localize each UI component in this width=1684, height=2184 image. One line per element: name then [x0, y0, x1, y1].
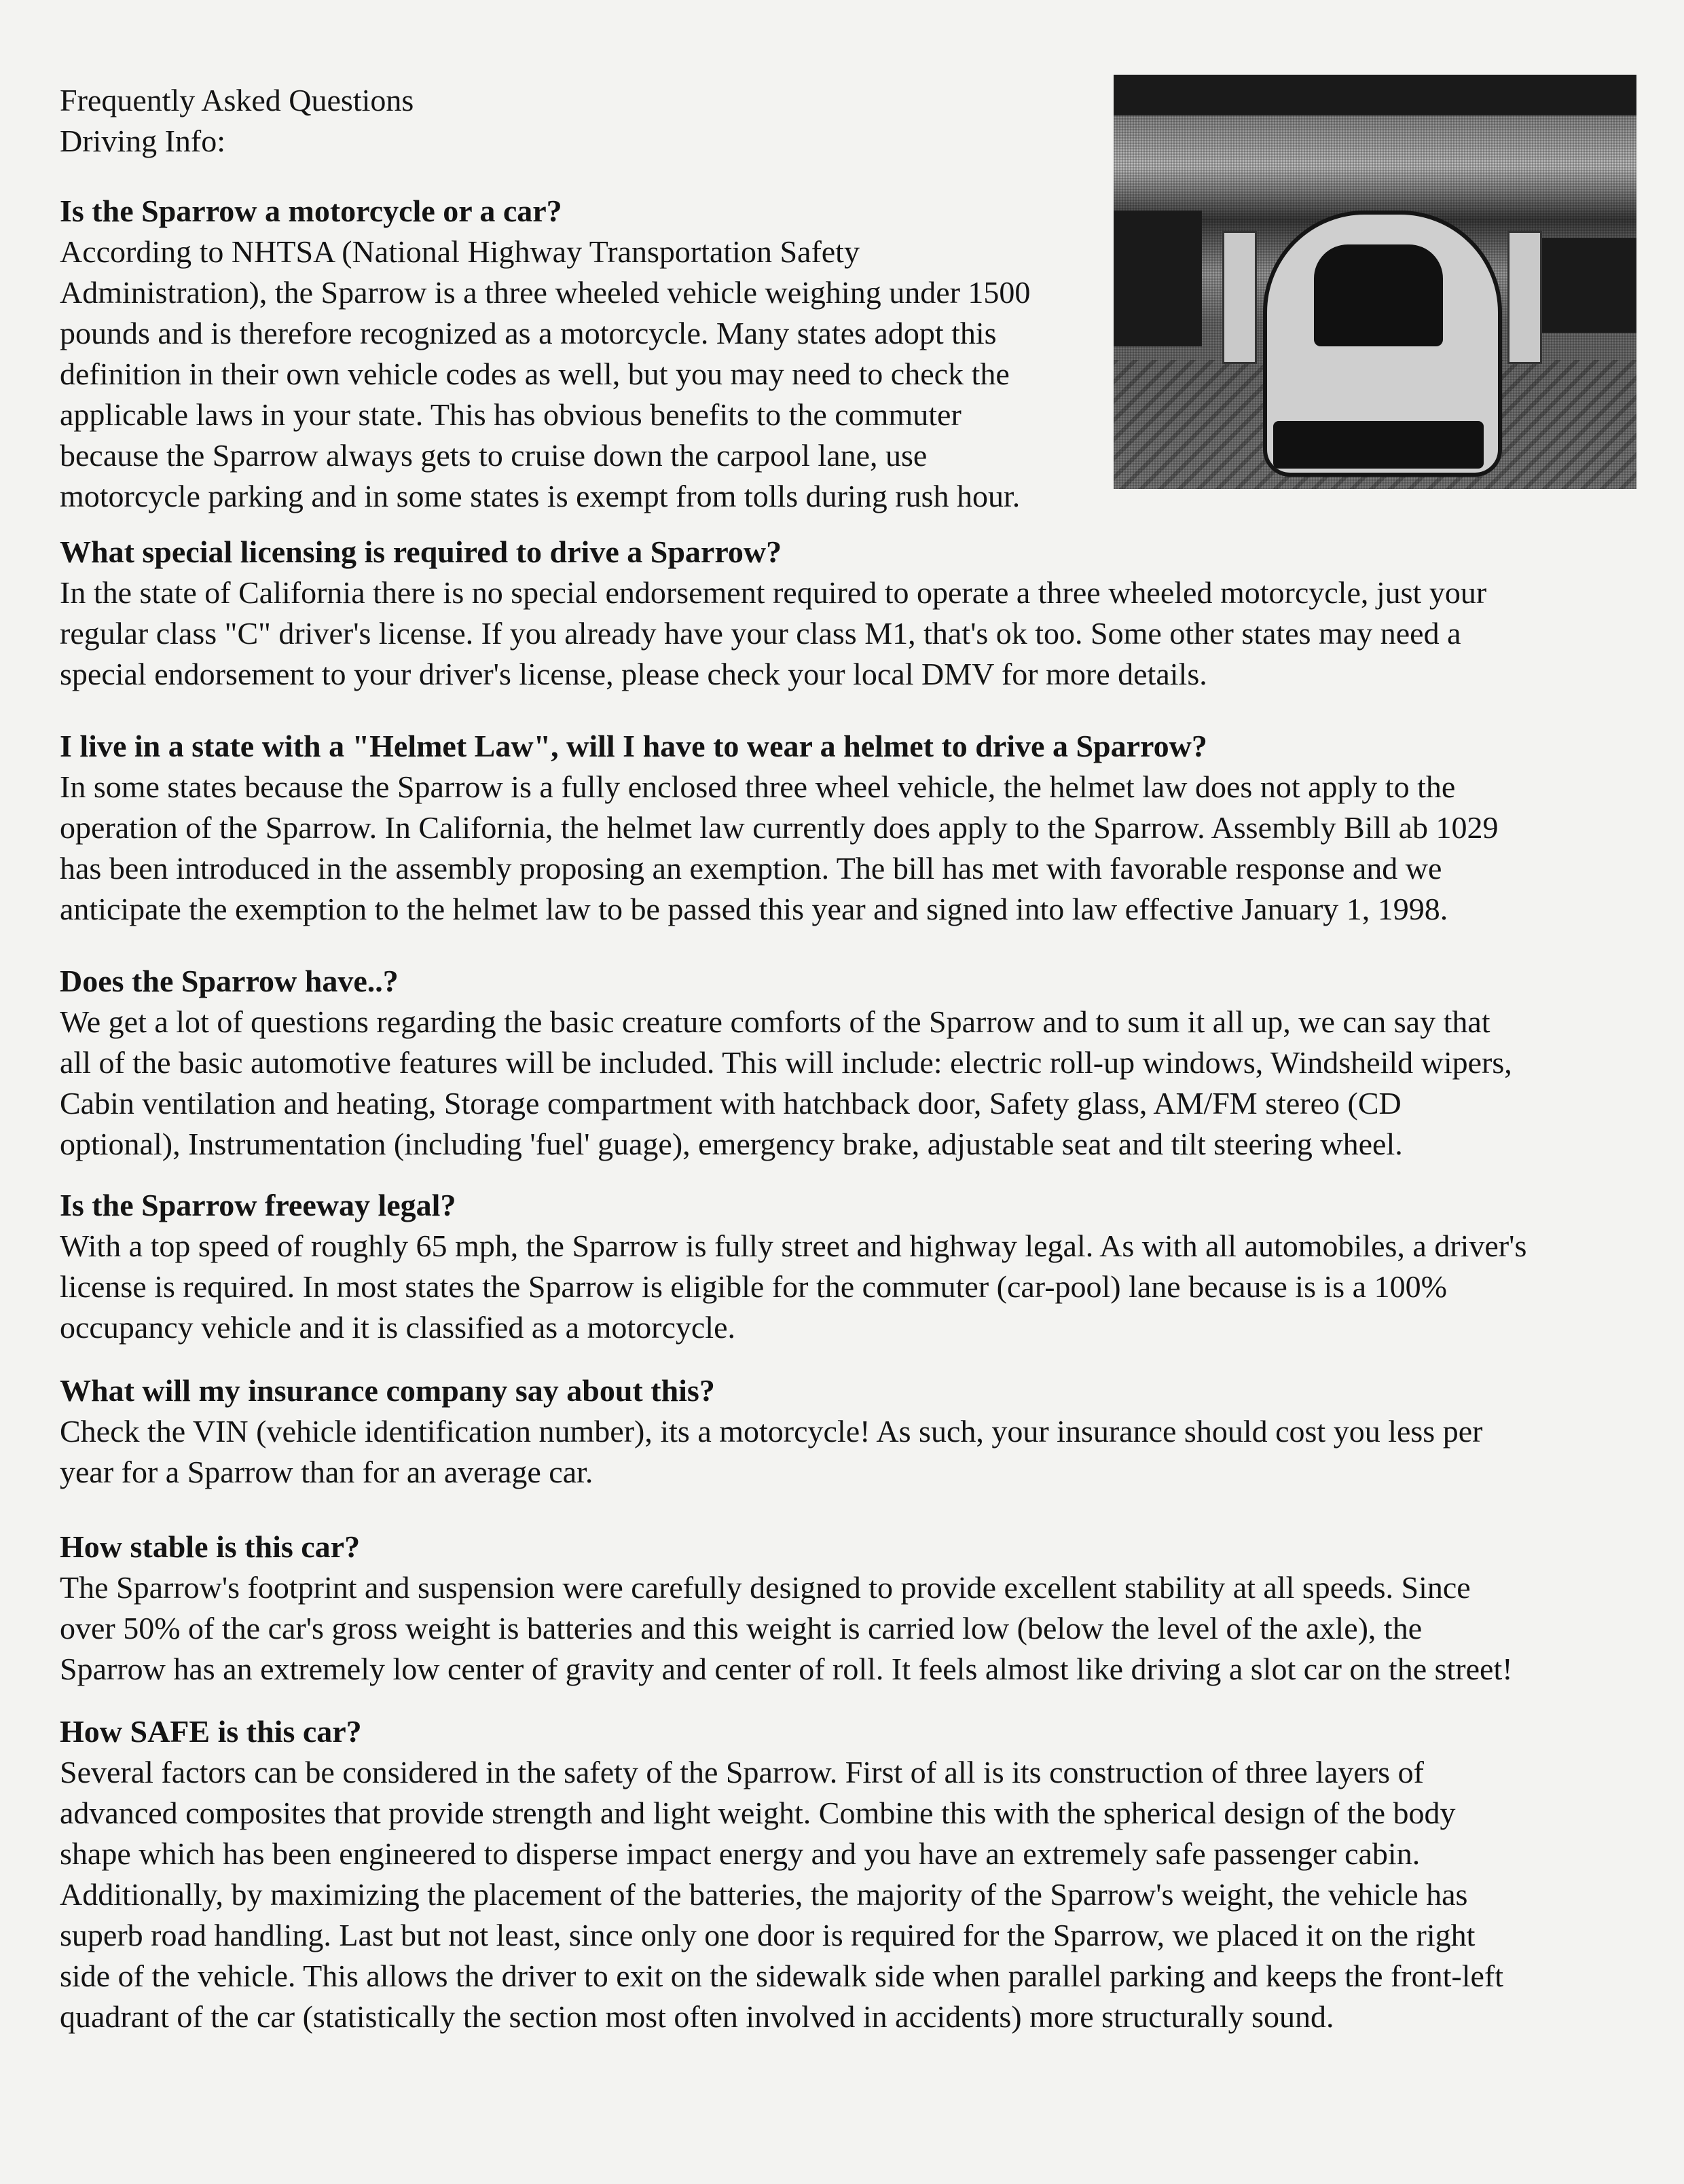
faq-answer-line: because the Sparrow always gets to cruise down the carpool lane, use	[60, 438, 928, 473]
document-title: Frequently Asked Questions	[60, 83, 414, 117]
faq-question: Does the Sparrow have..?	[60, 964, 399, 998]
faq-answer-line: occupancy vehicle and it is classified as a motorcycle.	[60, 1310, 735, 1345]
faq-answer-line: all of the basic automotive features will be included. This will include: electric roll-up windows, Windsheild wipers,	[60, 1045, 1512, 1080]
faq-item	[60, 1370, 1622, 1493]
faq-question: I live in a state with a "Helmet Law", will I have to wear a helmet to drive a Sparrow?	[60, 729, 1207, 763]
faq-answer-line: The Sparrow's footprint and suspension were carefully designed to provide excellent stability at all speeds. Since	[60, 1570, 1471, 1605]
faq-answer-line: regular class "C" driver's license. If you already have your class M1, that's ok too. Some other states may need a	[60, 616, 1461, 651]
faq-question: How SAFE is this car?	[60, 1714, 362, 1749]
faq-answer-line: license is required. In most states the Sparrow is eligible for the commuter (car-pool) lane because is is a 100%	[60, 1269, 1447, 1304]
photo-car-bumper	[1273, 421, 1484, 469]
faq-answer-line: Check the VIN (vehicle identification number), its a motorcycle! As such, your insurance should cost you less per	[60, 1414, 1483, 1449]
faq-answer-line: optional), Instrumentation (including 'fuel' guage), emergency brake, adjustable seat and tilt steering wheel.	[60, 1127, 1403, 1161]
faq-answer-line: definition in their own vehicle codes as well, but you may need to check the	[60, 357, 1010, 391]
faq-question: What special licensing is required to drive a Sparrow?	[60, 534, 782, 569]
faq-answer-line: Administration), the Sparrow is a three wheeled vehicle weighing under 1500	[60, 275, 1031, 310]
photo-pillar	[1222, 231, 1257, 364]
faq-item	[60, 1527, 1622, 1690]
faq-answer-line: Sparrow has an extremely low center of gravity and center of roll. It feels almost like driving a slot car on the street!	[60, 1652, 1513, 1686]
document-page	[60, 80, 1622, 2034]
faq-answer-line: anticipate the exemption to the helmet law to be passed this year and signed into law effective January 1, 1998.	[60, 892, 1448, 926]
faq-answer-line: operation of the Sparrow. In California, the helmet law currently does apply to the Sparrow. Assembly Bill ab 1029	[60, 810, 1499, 845]
faq-item	[60, 1185, 1622, 1348]
faq-question: Is the Sparrow freeway legal?	[60, 1188, 456, 1222]
faq-answer-line: over 50% of the car's gross weight is batteries and this weight is carried low (below the level of the axle), the	[60, 1611, 1423, 1645]
faq-answer-line: In some states because the Sparrow is a fully enclosed three wheel vehicle, the helmet law does not apply to the	[60, 769, 1456, 804]
faq-answer-line: In the state of California there is no special endorsement required to operate a three wheeled motorcycle, just your	[60, 575, 1487, 610]
faq-answer-line: has been introduced in the assembly proposing an exemption. The bill has met with favorable response and we	[60, 851, 1442, 886]
faq-answer-line: year for a Sparrow than for an average car.	[60, 1455, 593, 1489]
faq-answer-line: With a top speed of roughly 65 mph, the Sparrow is fully street and highway legal. As with all automobiles, a driver's	[60, 1228, 1527, 1263]
faq-answer-line: applicable laws in your state. This has obvious benefits to the commuter	[60, 397, 962, 432]
faq-answer-line: motorcycle parking and in some states is exempt from tolls during rush hour.	[60, 479, 1021, 513]
faq-item	[60, 961, 1622, 1165]
faq-answer-line: superb road handling. Last but not least, since only one door is required for the Sparrow, we placed it on the right	[60, 1918, 1476, 1952]
faq-question: What will my insurance company say about this?	[60, 1373, 715, 1408]
faq-answer-line: side of the vehicle. This allows the driver to exit on the sidewalk side when parallel parking and keeps the front-left	[60, 1959, 1504, 1993]
faq-answer-line: special endorsement to your driver's license, please check your local DMV for more details.	[60, 657, 1207, 691]
faq-answer-line: advanced composites that provide strength and light weight. Combine this with the spherical design of the body	[60, 1796, 1456, 1830]
faq-answer-line: We get a lot of questions regarding the basic creature comforts of the Sparrow and to sum it all up, we can say that	[60, 1004, 1490, 1039]
faq-answer-line: Additionally, by maximizing the placement of the batteries, the majority of the Sparrow's weight, the vehicle has	[60, 1877, 1468, 1912]
faq-item	[60, 1711, 1622, 2037]
photo-car-windshield	[1314, 244, 1443, 346]
faq-question: How stable is this car?	[60, 1529, 361, 1564]
faq-answer-line: shape which has been engineered to disperse impact energy and you have an extremely safe passenger cabin.	[60, 1836, 1421, 1871]
faq-item	[60, 726, 1622, 930]
faq-answer-line: According to NHTSA (National Highway Transportation Safety	[60, 234, 860, 269]
document-subtitle: Driving Info:	[60, 124, 226, 158]
photo-building-left	[1114, 211, 1202, 346]
faq-answer-line: Several factors can be considered in the safety of the Sparrow. First of all is its construction of three layers of	[60, 1755, 1424, 1789]
faq-answer-line: Cabin ventilation and heating, Storage compartment with hatchback door, Safety glass, AM/FM stereo (CD	[60, 1086, 1402, 1121]
faq-question: Is the Sparrow a motorcycle or a car?	[60, 194, 562, 228]
faq-item	[60, 532, 1622, 695]
faq-answer-line: pounds and is therefore recognized as a motorcycle. Many states adopt this	[60, 316, 997, 350]
faq-answer-line: quadrant of the car (statistically the section most often involved in accidents) more structurally sound.	[60, 1999, 1334, 2034]
photo-pillar	[1507, 231, 1542, 364]
faq-item	[60, 191, 1105, 517]
